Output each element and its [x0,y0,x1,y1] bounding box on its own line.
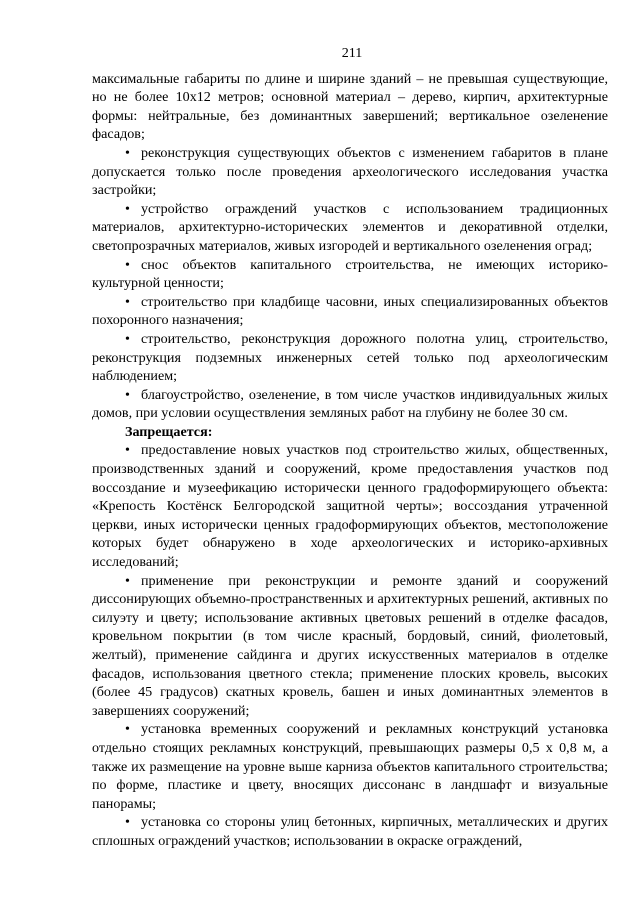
list-item-text: установка временных сооружений и рекламных конструкций установка отдельно стоящих рекламных конструкций, превышающих размеры 0,5 х 0,8 м, а также их размещение на уровне выше карниза объектов капитального строительства; по форме, пластике и цвету, вносящих диссонанс в ландшафт и визуальные панорамы; [92,721,608,812]
bullet-icon: • [125,144,130,161]
bullet-icon: • [125,256,130,273]
list-item-text: установка со стороны улиц бетонных, кирпичных, металлических и других сплошных ограждений участков; использовании в окраске ограждений, [92,814,608,849]
list-item [92,720,608,813]
list-item [92,441,608,571]
list-item-text: реконструкция существующих объектов с изменением габаритов в плане допускается только после проведения археологического исследования участка застройки; [92,144,608,199]
bullet-icon: • [125,721,130,738]
bullet-icon: • [125,442,130,459]
list-item [92,386,608,423]
list-item-text: устройство ограждений участков с использованием традиционных материалов, архитектурно-исторических элементов и декоративной отделки, светопрозрачных материалов, живых изгородей и вертикального озеленения оград; [92,200,608,254]
list-item-text: строительство при кладбище часовни, иных специализированных объектов похоронного назначения; [92,293,608,329]
list-item-text: строительство, реконструкция дорожного полотна улиц, строительство, реконструкция подземных инженерных сетей только под археологическим наблюдением; [92,330,608,385]
bullet-icon: • [125,293,130,310]
allowed-list [92,144,608,423]
intro-paragraph: максимальные габариты по длине и ширине зданий – не превышая существующие, но не более 10x12 метров; основной материал – дерево, кирпич, архитектурные формы: нейтральные, без доминантных завершений; вертикальное озеленение фасадов; [92,70,608,143]
list-item [92,256,608,293]
list-item-text: благоустройство, озеленение, в том числе участков индивидуальных жилых домов, при условии осуществления земляных работ на глубину не более 30 см. [92,386,608,422]
list-item [92,144,608,200]
prohibited-list [92,441,608,850]
page-number: 211 [341,45,363,61]
prohibited-heading: Запрещается: [125,423,213,440]
list-item [92,293,608,330]
list-item [92,572,608,721]
list-item [92,200,608,256]
bullet-icon: • [125,200,130,217]
list-item-text: предоставление новых участков под строительство жилых, общественных, производственных зданий и сооружений, кроме предоставления участков под воссоздание и музеефикацию исторически ценного градоформирующего объекта: «Крепость Костёнск Белгородской защитной черты»; воссоздания утраченной церкви, иных исторически ценных градоформирующих объектов, местоположение которых будет обнаружено в ходе археологических и историко-архивных исследований; [92,442,608,571]
bullet-icon: • [125,814,130,831]
list-item-text: применение при реконструкции и ремонте зданий и сооружений диссонирующих объемно-пространственных и архитектурных решений, активных по силуэту и цвету; использование активных цветовых решений в отделке фасадов, кровельном покрытии (в том числе красный, бордовый, синий, фиолетовый, желтый), применение сайдинга и других искусственных материалов в отделке фасадов, использования цветного стекла; применение плоских кровель, высоких (более 45 градусов) скатных кровель, башен и иных доминантных элементов в завершениях сооружений; [92,572,608,719]
list-item [92,330,608,386]
bullet-icon: • [125,572,130,589]
list-item [92,813,608,850]
bullet-icon: • [125,386,130,403]
bullet-icon: • [125,330,130,347]
list-item-text: снос объектов капитального строительства, не имеющих историко-культурной ценности; [92,256,608,292]
